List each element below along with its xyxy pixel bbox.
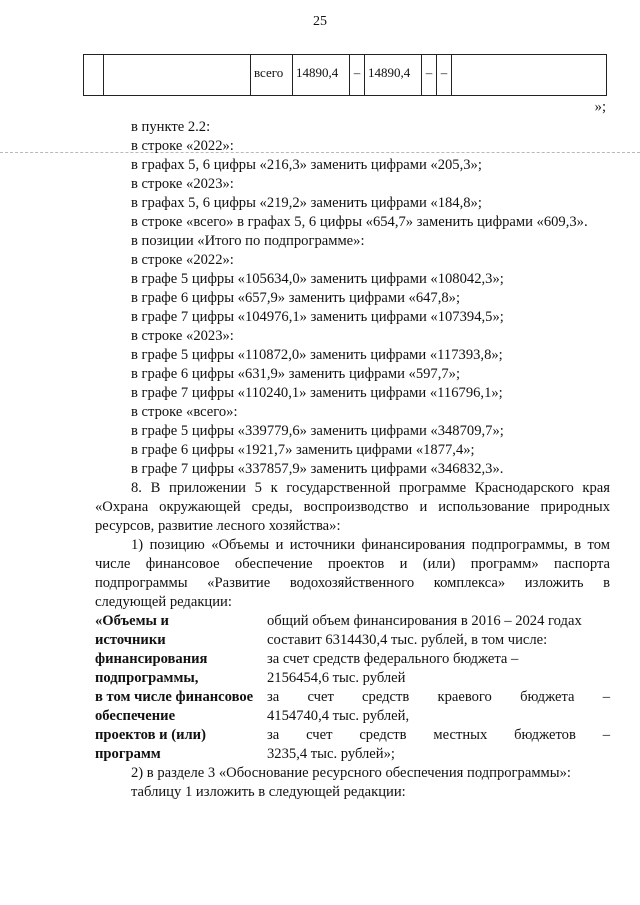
passport-value: составит 6314430,4 тыс. рублей, в том числе:: [267, 632, 548, 648]
table-cell: [84, 55, 104, 96]
amendment-line: в строке «2022»:: [131, 252, 234, 268]
table-cell: –: [422, 55, 437, 96]
amendment-line: в графах 5, 6 цифры «219,2» заменить цифрами «184,8»;: [131, 195, 482, 211]
item8-line: «Охрана окружающей среды, воспроизводство и использование природных: [95, 499, 610, 515]
amendment-line: в графе 6 цифры «631,9» заменить цифрами «597,7»;: [131, 366, 461, 382]
table-cell: 14890,4: [293, 55, 350, 96]
table-cell: [104, 55, 251, 96]
quote-close: »;: [594, 99, 606, 115]
amendment-line: в строке «всего»:: [131, 404, 238, 420]
amendment-line: в строке «2023»:: [131, 176, 234, 192]
amendment-line: в графе 6 цифры «657,9» заменить цифрами «647,8»;: [131, 290, 461, 306]
table-cell: –: [437, 55, 452, 96]
passport-value: за счет средств федерального бюджета –: [267, 651, 519, 667]
sub1-line: следующей редакции:: [95, 594, 232, 610]
passport-label: «Объемы и: [95, 613, 169, 629]
passport-value: за счет средств местных бюджетов –: [267, 727, 610, 743]
table-cell: [452, 55, 607, 96]
amendment-line: в графе 6 цифры «1921,7» заменить цифрами «1877,4»;: [131, 442, 475, 458]
amendment-line: в графе 5 цифры «105634,0» заменить цифрами «108042,3»;: [131, 271, 504, 287]
passport-label: подпрограммы,: [95, 670, 199, 686]
table-row: [84, 55, 607, 96]
item8-line: ресурсов, развитие лесного хозяйства»:: [95, 518, 341, 534]
scan-artifact-line: [0, 152, 640, 153]
passport-value: 3235,4 тыс. рублей»;: [267, 746, 395, 762]
sub2-line: таблицу 1 изложить в следующей редакции:: [131, 784, 406, 800]
passport-label: программ: [95, 746, 161, 762]
passport-value: 4154740,4 тыс. рублей,: [267, 708, 410, 724]
sub2-line: 2) в разделе 3 «Обоснование ресурсного обеспечения подпрограммы»:: [131, 765, 571, 781]
passport-label: финансирования: [95, 651, 208, 667]
amendment-line: в графах 5, 6 цифры «216,3» заменить цифрами «205,3»;: [131, 157, 482, 173]
item8-line: 8. В приложении 5 к государственной программе Краснодарского края: [131, 480, 610, 496]
amendment-line: в графе 7 цифры «104976,1» заменить цифрами «107394,5»;: [131, 309, 504, 325]
sub1-line: числе финансовое обеспечение проектов и (или) программ» паспорта: [95, 556, 610, 572]
passport-value: за счет средств краевого бюджета –: [267, 689, 610, 705]
sub1-line: 1) позицию «Объемы и источники финансирования подпрограммы, в том: [131, 537, 610, 553]
amendment-line: в графе 7 цифры «110240,1» заменить цифрами «116796,1»;: [131, 385, 503, 401]
amendment-line: в графе 5 цифры «339779,6» заменить цифрами «348709,7»;: [131, 423, 504, 439]
amendment-line: в строке «2022»:: [131, 138, 234, 154]
passport-label: источники: [95, 632, 166, 648]
amendment-line: в пункте 2.2:: [131, 119, 211, 135]
table-cell: всего: [251, 55, 293, 96]
table-cell: –: [350, 55, 365, 96]
passport-label: обеспечение: [95, 708, 176, 724]
passport-value: общий объем финансирования в 2016 – 2024 годах: [267, 613, 582, 629]
table-cell: 14890,4: [365, 55, 422, 96]
amendment-line: в строке «2023»:: [131, 328, 234, 344]
passport-label: в том числе финансовое: [95, 689, 254, 705]
passport-label: проектов и (или): [95, 727, 206, 743]
amendment-line: в позиции «Итого по подпрограмме»:: [131, 233, 365, 249]
sub1-line: подпрограммы «Развитие водохозяйственного комплекса» изложить в: [95, 575, 610, 591]
table-fragment: [83, 54, 607, 96]
page-number: 25: [313, 14, 327, 29]
amendment-line: в графе 5 цифры «110872,0» заменить цифрами «117393,8»;: [131, 347, 503, 363]
amendment-line: в графе 7 цифры «337857,9» заменить цифрами «346832,3».: [131, 461, 504, 477]
amendment-line: в строке «всего» в графах 5, 6 цифры «654,7» заменить цифрами «609,3».: [131, 214, 588, 230]
passport-value: 2156454,6 тыс. рублей: [267, 670, 406, 686]
